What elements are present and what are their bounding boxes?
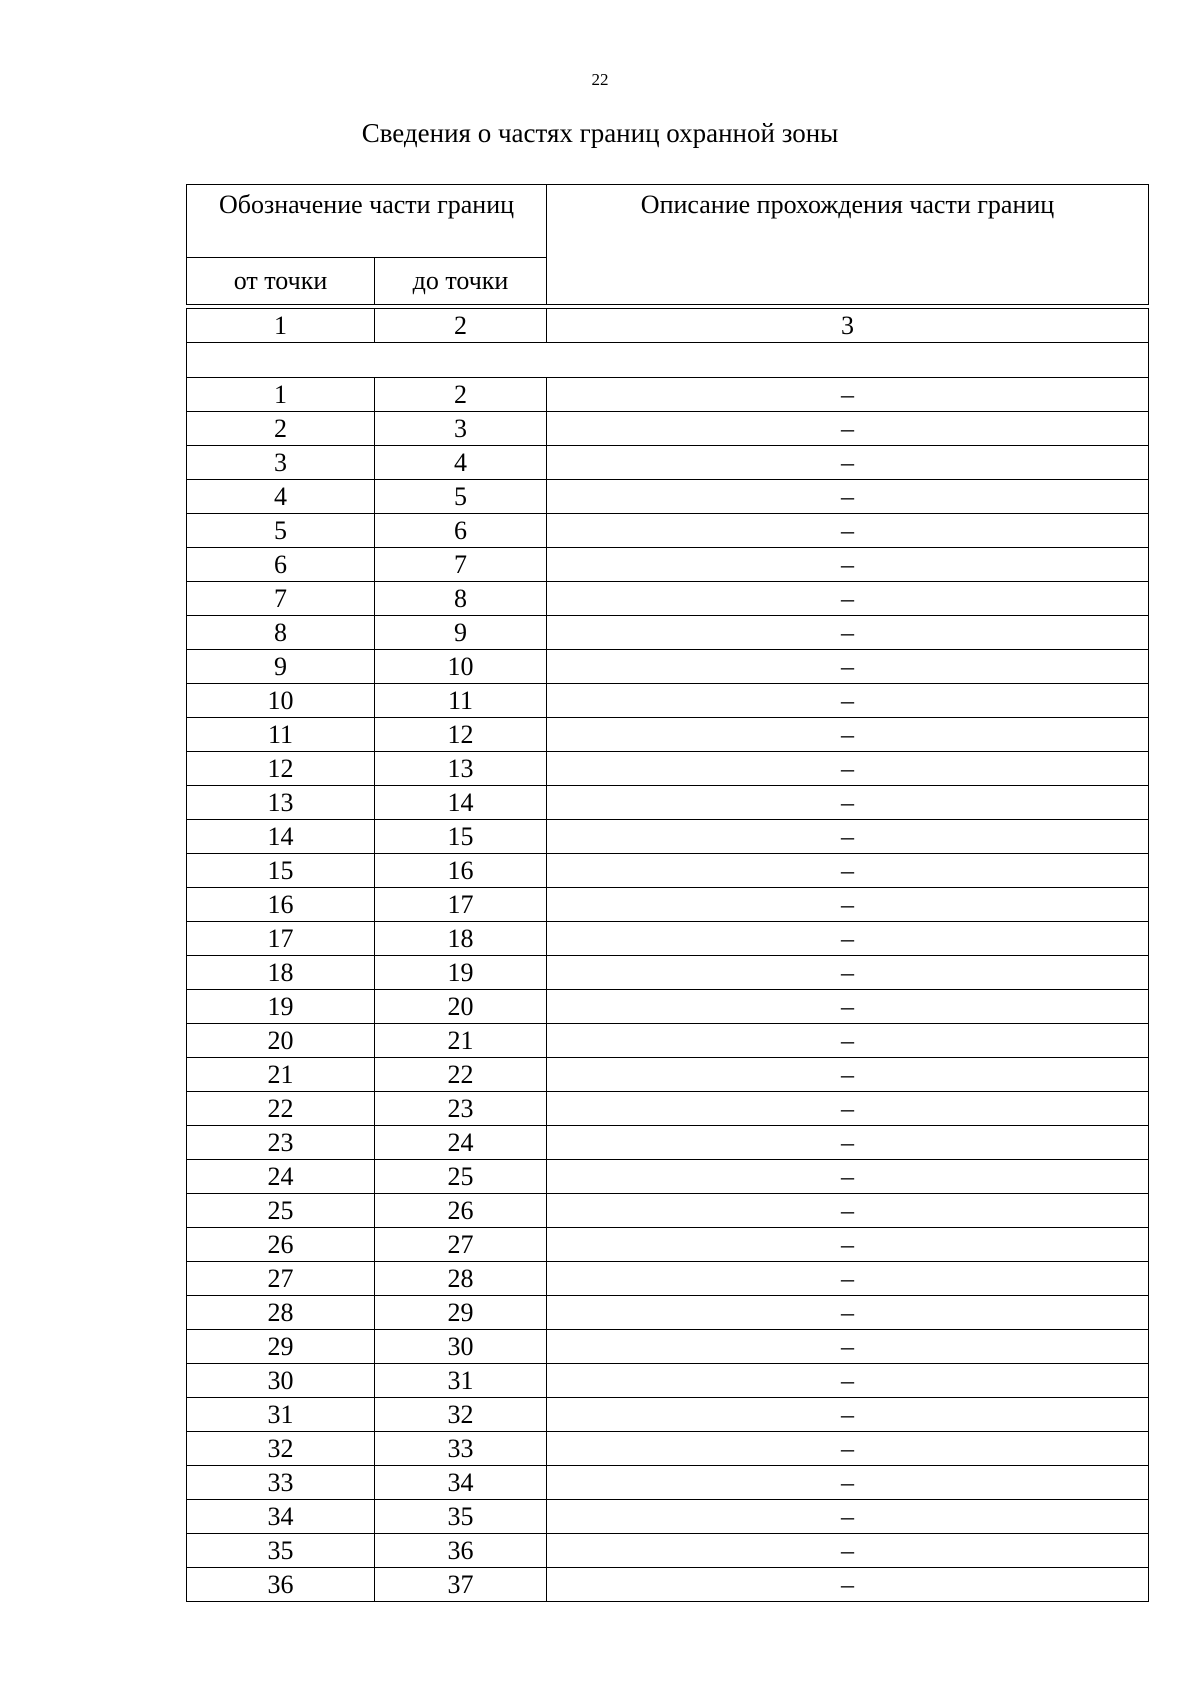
table-header bbox=[186, 184, 1149, 305]
from-point-cell: 32 bbox=[187, 1432, 375, 1466]
to-point-cell: 31 bbox=[375, 1364, 547, 1398]
from-point-cell: 12 bbox=[187, 752, 375, 786]
description-cell: – bbox=[547, 956, 1149, 990]
description-cell: – bbox=[547, 1432, 1149, 1466]
header-to-point: до точки bbox=[375, 258, 547, 305]
table-row bbox=[187, 446, 1149, 480]
from-point-cell: 1 bbox=[187, 378, 375, 412]
from-point-cell: 34 bbox=[187, 1500, 375, 1534]
from-point-cell: 3 bbox=[187, 446, 375, 480]
page-number: 22 bbox=[591, 70, 609, 89]
table-row bbox=[187, 378, 1149, 412]
from-point-cell: 21 bbox=[187, 1058, 375, 1092]
to-point-cell: 10 bbox=[375, 650, 547, 684]
from-point-cell: 30 bbox=[187, 1364, 375, 1398]
to-point-cell: 9 bbox=[375, 616, 547, 650]
table-row bbox=[187, 1364, 1149, 1398]
to-point-cell: 30 bbox=[375, 1330, 547, 1364]
description-cell: – bbox=[547, 1398, 1149, 1432]
to-point-cell: 14 bbox=[375, 786, 547, 820]
table-row bbox=[187, 548, 1149, 582]
description-cell: – bbox=[547, 1228, 1149, 1262]
from-point-cell: 13 bbox=[187, 786, 375, 820]
from-point-cell: 8 bbox=[187, 616, 375, 650]
to-point-cell: 29 bbox=[375, 1296, 547, 1330]
description-cell: – bbox=[547, 548, 1149, 582]
description-cell: – bbox=[547, 990, 1149, 1024]
boundary-parts-table bbox=[186, 308, 1149, 1602]
description-cell: – bbox=[547, 786, 1149, 820]
from-point-cell: 17 bbox=[187, 922, 375, 956]
to-point-cell: 28 bbox=[375, 1262, 547, 1296]
table-row bbox=[187, 582, 1149, 616]
from-point-cell: 26 bbox=[187, 1228, 375, 1262]
from-point-cell: 24 bbox=[187, 1160, 375, 1194]
table-row bbox=[187, 1500, 1149, 1534]
to-point-cell: 11 bbox=[375, 684, 547, 718]
header-from-point: от точки bbox=[187, 258, 375, 305]
to-point-cell: 25 bbox=[375, 1160, 547, 1194]
table-row bbox=[187, 1296, 1149, 1330]
description-cell: – bbox=[547, 684, 1149, 718]
table-row bbox=[187, 854, 1149, 888]
to-point-cell: 7 bbox=[375, 548, 547, 582]
description-cell: – bbox=[547, 1466, 1149, 1500]
table-row bbox=[187, 1160, 1149, 1194]
to-point-cell: 22 bbox=[375, 1058, 547, 1092]
from-point-cell: 5 bbox=[187, 514, 375, 548]
table-row bbox=[187, 1092, 1149, 1126]
table-row bbox=[187, 684, 1149, 718]
description-cell: – bbox=[547, 1126, 1149, 1160]
to-point-cell: 34 bbox=[375, 1466, 547, 1500]
to-point-cell: 4 bbox=[375, 446, 547, 480]
empty-cell bbox=[187, 343, 1149, 378]
description-cell: – bbox=[547, 820, 1149, 854]
table-row bbox=[187, 922, 1149, 956]
description-cell: – bbox=[547, 650, 1149, 684]
description-cell: – bbox=[547, 1024, 1149, 1058]
description-cell: – bbox=[547, 718, 1149, 752]
table-row bbox=[187, 1568, 1149, 1602]
description-cell: – bbox=[547, 1500, 1149, 1534]
table-row bbox=[187, 1432, 1149, 1466]
header-boundary-part-designation: Обозначение части границ bbox=[187, 185, 547, 258]
table-row bbox=[187, 1534, 1149, 1568]
column-number: 3 bbox=[547, 309, 1149, 343]
to-point-cell: 3 bbox=[375, 412, 547, 446]
table-row bbox=[187, 1024, 1149, 1058]
from-point-cell: 23 bbox=[187, 1126, 375, 1160]
description-cell: – bbox=[547, 1534, 1149, 1568]
page-title: Сведения о частях границ охранной зоны bbox=[361, 118, 839, 148]
table-row bbox=[187, 1194, 1149, 1228]
from-point-cell: 25 bbox=[187, 1194, 375, 1228]
to-point-cell: 36 bbox=[375, 1534, 547, 1568]
table-row bbox=[187, 956, 1149, 990]
description-cell: – bbox=[547, 1092, 1149, 1126]
description-cell: – bbox=[547, 1058, 1149, 1092]
description-cell: – bbox=[547, 1364, 1149, 1398]
table-row bbox=[187, 752, 1149, 786]
description-cell: – bbox=[547, 1330, 1149, 1364]
to-point-cell: 13 bbox=[375, 752, 547, 786]
to-point-cell: 26 bbox=[375, 1194, 547, 1228]
table-row bbox=[187, 1262, 1149, 1296]
from-point-cell: 4 bbox=[187, 480, 375, 514]
table-row bbox=[187, 1058, 1149, 1092]
to-point-cell: 24 bbox=[375, 1126, 547, 1160]
from-point-cell: 35 bbox=[187, 1534, 375, 1568]
table-row bbox=[187, 412, 1149, 446]
to-point-cell: 19 bbox=[375, 956, 547, 990]
to-point-cell: 2 bbox=[375, 378, 547, 412]
column-number: 2 bbox=[375, 309, 547, 343]
column-number-row bbox=[187, 309, 1149, 343]
to-point-cell: 17 bbox=[375, 888, 547, 922]
table-row bbox=[187, 480, 1149, 514]
header-boundary-description: Описание прохождения части границ bbox=[547, 185, 1149, 305]
description-cell: – bbox=[547, 446, 1149, 480]
table-row bbox=[187, 616, 1149, 650]
from-point-cell: 29 bbox=[187, 1330, 375, 1364]
description-cell: – bbox=[547, 1568, 1149, 1602]
table-row bbox=[187, 1126, 1149, 1160]
description-cell: – bbox=[547, 616, 1149, 650]
to-point-cell: 16 bbox=[375, 854, 547, 888]
table-row bbox=[187, 1330, 1149, 1364]
description-cell: – bbox=[547, 514, 1149, 548]
from-point-cell: 16 bbox=[187, 888, 375, 922]
from-point-cell: 22 bbox=[187, 1092, 375, 1126]
to-point-cell: 8 bbox=[375, 582, 547, 616]
to-point-cell: 18 bbox=[375, 922, 547, 956]
table-row bbox=[187, 514, 1149, 548]
to-point-cell: 37 bbox=[375, 1568, 547, 1602]
from-point-cell: 10 bbox=[187, 684, 375, 718]
table-row bbox=[187, 820, 1149, 854]
table-row bbox=[187, 1466, 1149, 1500]
from-point-cell: 2 bbox=[187, 412, 375, 446]
description-cell: – bbox=[547, 922, 1149, 956]
to-point-cell: 20 bbox=[375, 990, 547, 1024]
to-point-cell: 23 bbox=[375, 1092, 547, 1126]
column-number: 1 bbox=[187, 309, 375, 343]
description-cell: – bbox=[547, 480, 1149, 514]
description-cell: – bbox=[547, 854, 1149, 888]
to-point-cell: 27 bbox=[375, 1228, 547, 1262]
from-point-cell: 9 bbox=[187, 650, 375, 684]
from-point-cell: 15 bbox=[187, 854, 375, 888]
from-point-cell: 28 bbox=[187, 1296, 375, 1330]
description-cell: – bbox=[547, 1194, 1149, 1228]
from-point-cell: 19 bbox=[187, 990, 375, 1024]
description-cell: – bbox=[547, 752, 1149, 786]
to-point-cell: 35 bbox=[375, 1500, 547, 1534]
from-point-cell: 20 bbox=[187, 1024, 375, 1058]
to-point-cell: 15 bbox=[375, 820, 547, 854]
from-point-cell: 7 bbox=[187, 582, 375, 616]
description-cell: – bbox=[547, 1262, 1149, 1296]
description-cell: – bbox=[547, 888, 1149, 922]
from-point-cell: 31 bbox=[187, 1398, 375, 1432]
empty-section-row bbox=[187, 343, 1149, 378]
table-row bbox=[187, 718, 1149, 752]
to-point-cell: 6 bbox=[375, 514, 547, 548]
to-point-cell: 5 bbox=[375, 480, 547, 514]
from-point-cell: 33 bbox=[187, 1466, 375, 1500]
from-point-cell: 36 bbox=[187, 1568, 375, 1602]
description-cell: – bbox=[547, 1160, 1149, 1194]
table-row bbox=[187, 786, 1149, 820]
from-point-cell: 18 bbox=[187, 956, 375, 990]
from-point-cell: 6 bbox=[187, 548, 375, 582]
description-cell: – bbox=[547, 378, 1149, 412]
description-cell: – bbox=[547, 582, 1149, 616]
description-cell: – bbox=[547, 1296, 1149, 1330]
to-point-cell: 12 bbox=[375, 718, 547, 752]
to-point-cell: 33 bbox=[375, 1432, 547, 1466]
table-row bbox=[187, 990, 1149, 1024]
to-point-cell: 21 bbox=[375, 1024, 547, 1058]
from-point-cell: 11 bbox=[187, 718, 375, 752]
table-row bbox=[187, 650, 1149, 684]
from-point-cell: 14 bbox=[187, 820, 375, 854]
from-point-cell: 27 bbox=[187, 1262, 375, 1296]
to-point-cell: 32 bbox=[375, 1398, 547, 1432]
description-cell: – bbox=[547, 412, 1149, 446]
table-row bbox=[187, 1398, 1149, 1432]
table-row bbox=[187, 1228, 1149, 1262]
table-row bbox=[187, 888, 1149, 922]
